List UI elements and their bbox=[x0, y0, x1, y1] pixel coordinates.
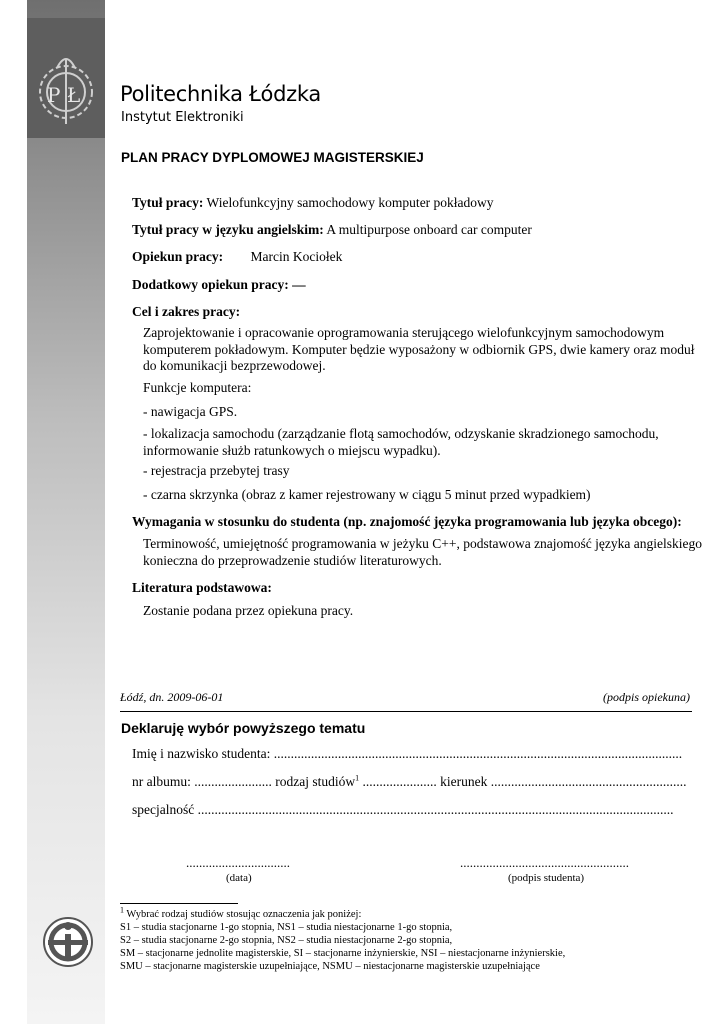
student-signature-label: (podpis studenta) bbox=[508, 872, 585, 884]
document-title: PLAN PRACY DYPLOMOWEJ MAGISTERSKIEJ bbox=[121, 150, 424, 165]
footnote-reference: 1 bbox=[355, 773, 360, 783]
literature-label-row bbox=[132, 580, 272, 596]
function-item: - rejestracja przebytej trasy bbox=[143, 463, 290, 478]
decorative-sidebar bbox=[27, 0, 105, 1024]
date-signature-line[interactable]: ................................ bbox=[186, 855, 290, 870]
thesis-title-en-value: A multipurpose onboard car computer bbox=[326, 222, 532, 237]
thesis-title-row bbox=[132, 195, 494, 211]
supervisor-label: Opiekun pracy: bbox=[132, 249, 224, 264]
thesis-title-en-label: Tytuł pracy w języku angielskim: bbox=[132, 222, 324, 237]
student-name-field[interactable]: Imię i nazwisko studenta: ......................................................................................................................... bbox=[132, 746, 683, 761]
thesis-title-value: Wielofunkcyjny samochodowy komputer pokładowy bbox=[206, 195, 494, 210]
goal-intro: Zaprojektowanie i opracowanie oprogramowania sterującego wielofunkcyjnym samochodowym komputerem pokładowym. Komputer będzie wyposażony w odbiornik GPS, dwie kamery oraz moduł do komunikacji bezprzewodowej. bbox=[143, 325, 695, 373]
supervisor-row bbox=[132, 249, 342, 265]
requirements-label: Wymagania w stosunku do studenta (np. znajomość języka programowania lub języka obcego): bbox=[132, 514, 682, 529]
student-signature-line[interactable]: .................................................... bbox=[460, 855, 629, 870]
footnote-mark: 1 bbox=[120, 905, 124, 915]
literature-text: Zostanie podana przez opiekuna pracy. bbox=[143, 603, 354, 618]
footnote-line: SM – stacjonarne jednolite magisterskie, SI – stacjonarne inżynierskie, NSI – niestacjonarne inżynierskie, bbox=[120, 948, 566, 959]
major-field-text: ...................... kierunek .......................................................... bbox=[359, 774, 687, 789]
goal-label: Cel i zakres pracy: bbox=[132, 304, 241, 319]
requirements-label-row bbox=[132, 514, 682, 530]
requirements-text: Terminowość, umiejętność programowania w jeżyku C++, podstawowa znajomość języka angielskiego konieczna do przeprowadzenie studiów literaturowych. bbox=[143, 536, 703, 568]
footnote-line: SMU – stacjonarne magisterskie uzupełniające, NSMU – niestacjonarne magisterskie uzupełniające bbox=[120, 961, 540, 972]
specialty-field[interactable]: specjalność ............................................................................................................................................. bbox=[132, 802, 674, 817]
thesis-title-label: Tytuł pracy: bbox=[132, 195, 204, 210]
supervisor-signature-label: (podpis opiekuna) bbox=[603, 690, 690, 704]
footnote-line: S1 – studia stacjonarne 1-go stopnia, NS1 – studia niestacjonarne 1-go stopnia, bbox=[120, 922, 453, 933]
extra-supervisor-label: Dodatkowy opiekun pracy: bbox=[132, 277, 289, 292]
literature-label: Literatura podstawowa: bbox=[132, 580, 272, 595]
extra-supervisor-row bbox=[132, 277, 306, 293]
goal-label-row bbox=[132, 304, 240, 320]
thesis-title-en-row bbox=[132, 222, 532, 238]
logo-letters: P Ł bbox=[47, 83, 81, 107]
university-name: Politechnika Łódzka bbox=[120, 82, 321, 106]
function-item: - czarna skrzynka (obraz z kamer rejestrowany w ciągu 5 minut przed wypadkiem) bbox=[143, 487, 591, 502]
extra-supervisor-value: — bbox=[292, 277, 306, 292]
footnote-rule bbox=[120, 903, 238, 904]
section-divider bbox=[120, 711, 692, 712]
functions-heading: Funkcje komputera: bbox=[143, 380, 252, 395]
album-study-type-field[interactable] bbox=[132, 774, 686, 790]
supervisor-value: Marcin Kociołek bbox=[250, 249, 343, 264]
footnote-text: Wybrać rodzaj studiów stosując oznaczenia jak poniżej: bbox=[124, 909, 362, 920]
university-logo-icon bbox=[27, 40, 105, 140]
album-field-text: nr albumu: ....................... rodzaj studiów bbox=[132, 774, 356, 789]
electronics-institute-logo-icon bbox=[40, 912, 96, 972]
footnote-line: S2 – studia stacjonarne 2-go stopnia, NS2 – studia niestacjonarne 2-go stopnia, bbox=[120, 935, 453, 946]
declaration-heading: Deklaruję wybór powyższego tematu bbox=[121, 720, 366, 736]
footnote-line bbox=[120, 905, 362, 921]
function-item: - nawigacja GPS. bbox=[143, 404, 238, 419]
date-label: (data) bbox=[226, 872, 252, 884]
place-date: Łódź, dn. 2009-06-01 bbox=[120, 690, 224, 704]
function-item: - lokalizacja samochodu (zarządzanie flotą samochodów, odzyskanie skradzionego samochodu, informowanie służb ratunkowych o miejscu wypadku). bbox=[143, 426, 659, 458]
institute-name: Instytut Elektroniki bbox=[121, 110, 244, 125]
